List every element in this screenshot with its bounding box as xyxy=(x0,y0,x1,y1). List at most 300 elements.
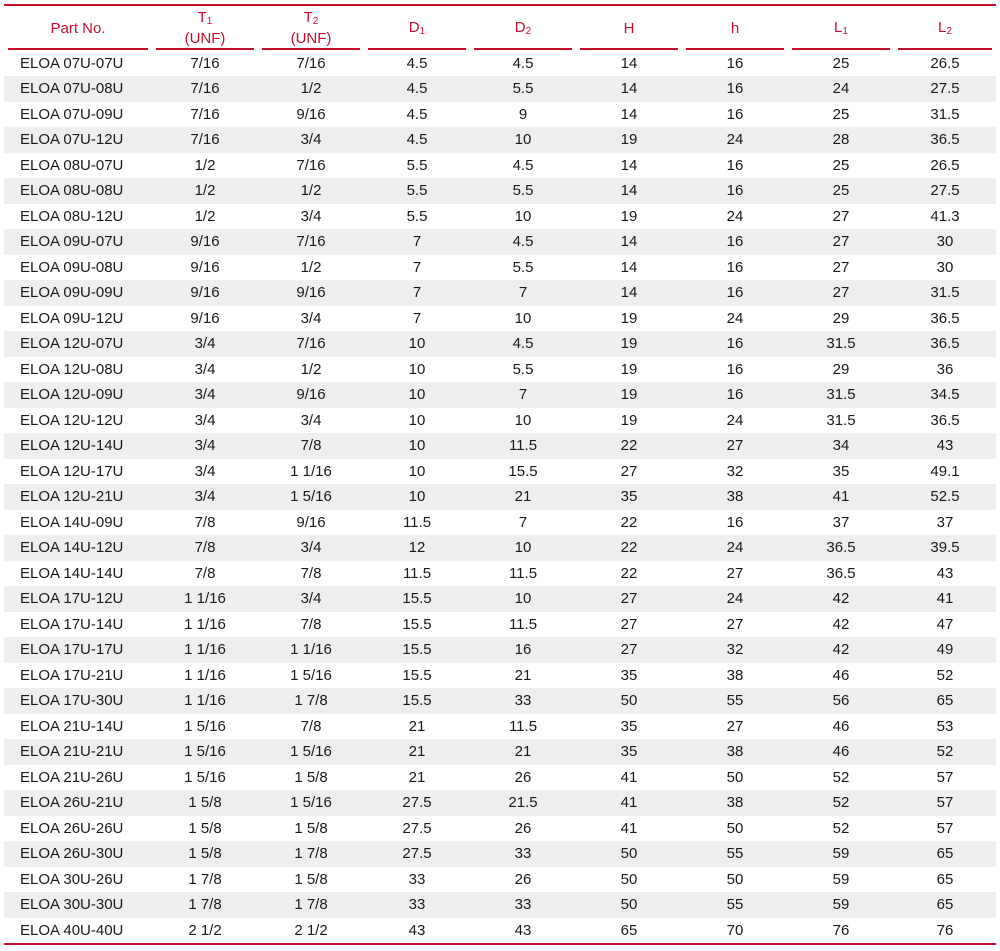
table-cell-t1: 3/4 xyxy=(194,462,216,480)
column-header-subscript: 2 xyxy=(946,25,952,37)
table-cell-d2: 11.5 xyxy=(470,433,576,459)
table-cell-d2: 10 xyxy=(470,535,576,561)
part-number-cell: ELOA 09U-08U xyxy=(20,258,124,276)
table-cell-t2: 1 5/16 xyxy=(290,666,332,684)
table-cell-h-upper: 14 xyxy=(620,156,638,174)
column-header-l2 xyxy=(894,6,996,50)
table-cell-l1: 42 xyxy=(788,637,894,663)
table-cell-d1: 5.5 xyxy=(406,156,428,174)
table-cell-t1: 9/16 xyxy=(152,280,258,306)
table-cell-l2: 57 xyxy=(894,790,996,816)
table-cell-d2: 5.5 xyxy=(512,258,534,276)
table-cell-d1: 4.5 xyxy=(364,76,470,102)
column-header-unit: (UNF) xyxy=(290,30,332,47)
spec-table xyxy=(4,6,996,943)
table-cell-t2: 1/2 xyxy=(300,360,322,378)
table-cell-l1: 27 xyxy=(832,207,850,225)
column-header-label xyxy=(576,19,682,38)
table-row xyxy=(4,892,996,918)
table-cell-t2: 9/16 xyxy=(258,382,364,408)
table-cell-l2: 31.5 xyxy=(930,105,960,123)
part-number-cell: ELOA 17U-12U xyxy=(4,586,152,612)
table-cell-h-upper: 35 xyxy=(576,739,682,765)
table-row xyxy=(4,790,996,816)
table-row xyxy=(4,153,996,179)
part-number-cell: ELOA 07U-08U xyxy=(4,76,152,102)
table-cell-l1: 25 xyxy=(832,105,850,123)
table-cell-d2: 21 xyxy=(470,484,576,510)
part-number-cell: ELOA 12U-07U xyxy=(4,331,152,357)
table-cell-h-lower: 24 xyxy=(726,207,744,225)
table-cell-h-upper: 27 xyxy=(576,586,682,612)
column-header-underline xyxy=(792,48,890,50)
table-cell-d2: 11.5 xyxy=(508,717,538,735)
part-number-cell: ELOA 14U-14U xyxy=(20,564,124,582)
table-cell-t2: 7/8 xyxy=(300,717,322,735)
table-cell-d1: 10 xyxy=(364,433,470,459)
column-header-main: D xyxy=(408,18,420,36)
table-cell-t1: 1 5/16 xyxy=(184,717,226,735)
table-cell-h-lower: 16 xyxy=(682,331,788,357)
table-cell-l1: 36.5 xyxy=(788,535,894,561)
table-row xyxy=(4,765,996,791)
column-header-underline xyxy=(8,48,148,50)
column-header-label xyxy=(258,8,364,29)
table-row xyxy=(4,357,996,383)
table-body xyxy=(4,50,996,943)
table-cell-d2: 10 xyxy=(514,309,532,327)
table-cell-l1: 25 xyxy=(832,156,850,174)
table-cell-l2: 36.5 xyxy=(894,127,996,153)
table-row xyxy=(4,459,996,485)
part-number-cell: ELOA 08U-12U xyxy=(20,207,124,225)
column-header-underline xyxy=(368,48,466,50)
table-cell-t2: 7/16 xyxy=(258,229,364,255)
table-cell-d1: 15.5 xyxy=(402,666,432,684)
table-cell-l1: 42 xyxy=(832,615,850,633)
part-number-cell: ELOA 30U-26U xyxy=(20,870,124,888)
table-row xyxy=(4,178,996,204)
table-cell-t1: 9/16 xyxy=(190,309,220,327)
table-cell-t2: 1 1/16 xyxy=(290,462,332,480)
table-cell-l2: 27.5 xyxy=(894,178,996,204)
table-row xyxy=(4,280,996,306)
table-cell-h-upper: 35 xyxy=(620,717,638,735)
column-header-underline xyxy=(474,48,572,50)
table-cell-l2: 26.5 xyxy=(930,54,960,72)
table-cell-h-lower: 50 xyxy=(726,819,744,837)
table-cell-d2: 10 xyxy=(470,127,576,153)
table-cell-h-upper: 22 xyxy=(620,513,638,531)
table-cell-l1: 56 xyxy=(788,688,894,714)
table-row xyxy=(4,535,996,561)
table-cell-d1: 7 xyxy=(364,229,470,255)
column-header-subscript: 2 xyxy=(312,16,319,27)
table-cell-d1: 15.5 xyxy=(364,586,470,612)
table-cell-t2: 1 5/16 xyxy=(258,484,364,510)
table-row xyxy=(4,255,996,281)
column-header-part-no xyxy=(4,6,152,50)
table-cell-t2: 2 1/2 xyxy=(294,921,328,939)
table-cell-d2: 4.5 xyxy=(470,229,576,255)
table-row xyxy=(4,561,996,587)
table-cell-h-upper: 14 xyxy=(576,178,682,204)
table-cell-l1: 59 xyxy=(788,892,894,918)
table-cell-l2: 49.1 xyxy=(930,462,960,480)
table-cell-h-lower: 50 xyxy=(726,768,744,786)
table-row xyxy=(4,510,996,536)
table-cell-l2: 31.5 xyxy=(894,280,996,306)
part-number-cell: ELOA 17U-21U xyxy=(20,666,124,684)
part-number-cell: ELOA 07U-09U xyxy=(20,105,124,123)
table-cell-d2: 43 xyxy=(514,921,532,939)
table-cell-t1: 7/8 xyxy=(152,535,258,561)
table-cell-t2: 9/16 xyxy=(258,280,364,306)
part-number-cell: ELOA 21U-21U xyxy=(4,739,152,765)
part-number-cell: ELOA 26U-21U xyxy=(4,790,152,816)
column-header-label xyxy=(470,18,576,39)
part-number-cell: ELOA 17U-14U xyxy=(20,615,124,633)
table-cell-t1: 2 1/2 xyxy=(188,921,222,939)
table-cell-h-upper: 14 xyxy=(576,229,682,255)
column-header-underline xyxy=(156,48,254,50)
table-cell-h-upper: 22 xyxy=(576,433,682,459)
table-cell-h-upper: 41 xyxy=(620,768,638,786)
table-cell-d2: 21 xyxy=(470,739,576,765)
table-cell-t2: 7/8 xyxy=(258,433,364,459)
table-cell-h-upper: 19 xyxy=(620,360,638,378)
table-bottom-rule xyxy=(4,943,996,945)
table-cell-l2: 65 xyxy=(936,870,954,888)
table-cell-d2: 7 xyxy=(470,280,576,306)
table-cell-d1: 10 xyxy=(364,484,470,510)
table-cell-h-upper: 41 xyxy=(576,790,682,816)
table-cell-l1: 27 xyxy=(788,229,894,255)
column-header-label xyxy=(682,19,788,38)
column-header-subscript: 1 xyxy=(206,16,213,27)
table-cell-h-upper: 14 xyxy=(576,280,682,306)
table-cell-h-upper: 19 xyxy=(576,127,682,153)
table-cell-t1: 9/16 xyxy=(190,258,220,276)
table-cell-h-lower: 38 xyxy=(682,484,788,510)
table-cell-l2: 43 xyxy=(894,433,996,459)
table-cell-t1: 1/2 xyxy=(152,178,258,204)
table-cell-t1: 1 5/8 xyxy=(152,790,258,816)
table-cell-d1: 10 xyxy=(364,382,470,408)
table-cell-h-upper: 22 xyxy=(576,535,682,561)
table-cell-l1: 42 xyxy=(788,586,894,612)
table-cell-l1: 31.5 xyxy=(788,331,894,357)
table-cell-l1: 29 xyxy=(832,309,850,327)
column-header-h-lower xyxy=(682,6,788,50)
table-cell-h-lower: 16 xyxy=(682,382,788,408)
table-cell-d2: 7 xyxy=(470,382,576,408)
table-cell-d1: 10 xyxy=(408,360,426,378)
column-header-subscript: 1 xyxy=(842,25,848,37)
spec-table-container xyxy=(4,4,996,945)
column-header-label xyxy=(4,19,152,38)
table-cell-d2: 11.5 xyxy=(508,564,538,582)
table-cell-t1: 1 1/16 xyxy=(152,688,258,714)
table-cell-h-lower: 16 xyxy=(726,156,744,174)
table-cell-t2: 1/2 xyxy=(300,258,322,276)
table-row xyxy=(4,586,996,612)
table-row xyxy=(4,102,996,128)
table-cell-l1: 41 xyxy=(788,484,894,510)
table-cell-d2: 15.5 xyxy=(508,462,538,480)
part-number-cell: ELOA 14U-12U xyxy=(4,535,152,561)
table-cell-h-upper: 41 xyxy=(620,819,638,837)
table-cell-t2: 3/4 xyxy=(300,309,322,327)
table-cell-h-lower: 32 xyxy=(682,637,788,663)
table-cell-h-upper: 50 xyxy=(576,841,682,867)
table-cell-l1: 46 xyxy=(832,717,850,735)
table-cell-d1: 10 xyxy=(364,331,470,357)
table-cell-d1: 4.5 xyxy=(406,54,428,72)
table-cell-t1: 1/2 xyxy=(194,156,216,174)
table-cell-t2: 1 5/8 xyxy=(294,768,328,786)
table-cell-h-upper: 14 xyxy=(620,54,638,72)
table-row xyxy=(4,663,996,689)
table-cell-d1: 10 xyxy=(408,462,426,480)
table-cell-d1: 7 xyxy=(412,258,422,276)
column-header-main: T xyxy=(303,9,313,26)
table-cell-h-upper: 65 xyxy=(620,921,638,939)
table-cell-l1: 59 xyxy=(788,841,894,867)
table-cell-l1: 24 xyxy=(788,76,894,102)
table-cell-l2: 41 xyxy=(894,586,996,612)
table-cell-l1: 25 xyxy=(788,178,894,204)
table-cell-d1: 15.5 xyxy=(364,637,470,663)
table-cell-d2: 26 xyxy=(514,819,532,837)
table-cell-l2: 36.5 xyxy=(894,331,996,357)
table-cell-l2: 36.5 xyxy=(930,411,960,429)
table-cell-t1: 7/16 xyxy=(152,76,258,102)
table-cell-h-upper: 50 xyxy=(576,688,682,714)
table-cell-h-upper: 27 xyxy=(620,615,638,633)
part-number-cell: ELOA 12U-21U xyxy=(4,484,152,510)
column-header-d1 xyxy=(364,6,470,50)
table-cell-t1: 1 1/16 xyxy=(184,615,226,633)
table-cell-d1: 33 xyxy=(408,870,426,888)
column-header-main: T xyxy=(197,9,207,26)
table-cell-l2: 57 xyxy=(936,768,954,786)
part-number-cell: ELOA 12U-09U xyxy=(4,382,152,408)
table-row xyxy=(4,76,996,102)
table-cell-h-lower: 55 xyxy=(682,841,788,867)
table-cell-l2: 53 xyxy=(936,717,954,735)
column-header-underline xyxy=(262,48,360,50)
column-header-main: L xyxy=(938,18,947,36)
table-cell-h-lower: 24 xyxy=(726,411,744,429)
column-header-subscript: 1 xyxy=(419,25,426,37)
table-cell-t1: 1 1/16 xyxy=(152,586,258,612)
table-row xyxy=(4,50,996,76)
table-cell-h-upper: 19 xyxy=(620,207,638,225)
table-row xyxy=(4,484,996,510)
table-cell-l2: 37 xyxy=(936,513,954,531)
table-cell-t1: 7/16 xyxy=(190,105,220,123)
column-header-unit: (UNF) xyxy=(184,30,226,47)
table-cell-t1: 3/4 xyxy=(152,433,258,459)
table-row xyxy=(4,306,996,332)
table-cell-t1: 1 7/8 xyxy=(152,892,258,918)
table-cell-t2: 7/16 xyxy=(296,156,326,174)
table-row xyxy=(4,612,996,638)
table-cell-l1: 35 xyxy=(832,462,850,480)
table-cell-h-lower: 32 xyxy=(726,462,744,480)
table-cell-l1: 76 xyxy=(832,921,850,939)
part-number-cell: ELOA 17U-30U xyxy=(4,688,152,714)
table-cell-t2: 3/4 xyxy=(258,127,364,153)
table-cell-t2: 7/16 xyxy=(258,331,364,357)
table-cell-h-lower: 70 xyxy=(726,921,744,939)
table-cell-l2: 39.5 xyxy=(894,535,996,561)
table-cell-l2: 47 xyxy=(936,615,954,633)
table-cell-l2: 52.5 xyxy=(894,484,996,510)
table-cell-h-lower: 16 xyxy=(682,280,788,306)
table-cell-t2: 1 5/8 xyxy=(294,819,328,837)
table-cell-t2: 3/4 xyxy=(300,411,322,429)
table-cell-h-upper: 22 xyxy=(620,564,638,582)
table-cell-d1: 27.5 xyxy=(402,819,432,837)
table-row xyxy=(4,204,996,230)
table-cell-d1: 21 xyxy=(408,768,426,786)
table-cell-h-upper: 19 xyxy=(576,382,682,408)
table-row xyxy=(4,229,996,255)
part-number-cell: ELOA 09U-07U xyxy=(4,229,152,255)
table-cell-t2: 7/8 xyxy=(300,615,322,633)
table-cell-d2: 26 xyxy=(514,870,532,888)
table-cell-h-upper: 14 xyxy=(620,258,638,276)
table-cell-d1: 4.5 xyxy=(364,127,470,153)
table-cell-d1: 11.5 xyxy=(402,513,432,531)
table-cell-l1: 52 xyxy=(832,768,850,786)
table-cell-t1: 1 7/8 xyxy=(188,870,222,888)
table-cell-h-lower: 27 xyxy=(726,717,744,735)
table-cell-l2: 57 xyxy=(936,819,954,837)
table-cell-d1: 10 xyxy=(408,411,426,429)
table-cell-h-upper: 19 xyxy=(576,331,682,357)
table-cell-h-upper: 27 xyxy=(576,637,682,663)
table-cell-d1: 21 xyxy=(364,739,470,765)
column-header-h-upper xyxy=(576,6,682,50)
table-cell-d2: 10 xyxy=(514,207,532,225)
table-cell-d2: 4.5 xyxy=(512,54,534,72)
table-cell-t1: 1 5/8 xyxy=(188,819,222,837)
table-cell-d2: 33 xyxy=(470,841,576,867)
table-cell-h-lower: 16 xyxy=(726,105,744,123)
part-number-cell: ELOA 12U-08U xyxy=(20,360,124,378)
table-cell-d2: 10 xyxy=(514,411,532,429)
column-header-label xyxy=(364,18,470,39)
table-cell-t1: 7/16 xyxy=(152,127,258,153)
table-cell-l1: 59 xyxy=(832,870,850,888)
table-cell-l2: 36.5 xyxy=(930,309,960,327)
table-cell-l2: 41.3 xyxy=(930,207,960,225)
table-cell-h-lower: 16 xyxy=(726,360,744,378)
table-cell-l1: 27 xyxy=(788,280,894,306)
table-cell-l1: 28 xyxy=(788,127,894,153)
column-header-label xyxy=(788,18,894,39)
table-cell-h-lower: 38 xyxy=(726,666,744,684)
table-cell-h-upper: 19 xyxy=(620,309,638,327)
table-cell-d1: 27.5 xyxy=(364,841,470,867)
table-cell-t1: 7/16 xyxy=(190,54,220,72)
column-header-d2 xyxy=(470,6,576,50)
table-cell-h-upper: 50 xyxy=(620,870,638,888)
table-cell-h-upper: 14 xyxy=(620,105,638,123)
table-row xyxy=(4,433,996,459)
part-number-cell: ELOA 40U-40U xyxy=(20,921,124,939)
column-header-label xyxy=(894,18,996,39)
table-cell-l2: 34.5 xyxy=(894,382,996,408)
table-cell-t2: 1 7/8 xyxy=(258,841,364,867)
table-cell-l1: 27 xyxy=(832,258,850,276)
table-cell-t1: 9/16 xyxy=(152,229,258,255)
table-cell-d2: 21 xyxy=(514,666,532,684)
part-number-cell: ELOA 09U-12U xyxy=(20,309,124,327)
table-cell-t1: 7/8 xyxy=(194,564,216,582)
part-number-cell: ELOA 07U-07U xyxy=(20,54,124,72)
table-cell-d1: 7 xyxy=(412,309,422,327)
table-cell-t2: 1 5/16 xyxy=(258,790,364,816)
column-header-main: h xyxy=(730,19,740,37)
table-cell-l1: 25 xyxy=(832,54,850,72)
table-cell-h-lower: 24 xyxy=(682,127,788,153)
column-header-l1 xyxy=(788,6,894,50)
table-row xyxy=(4,688,996,714)
table-cell-d1: 5.5 xyxy=(364,178,470,204)
table-cell-d1: 21 xyxy=(408,717,426,735)
table-cell-l1: 29 xyxy=(832,360,850,378)
table-cell-t2: 1/2 xyxy=(258,178,364,204)
table-cell-d2: 33 xyxy=(470,892,576,918)
part-number-cell: ELOA 08U-08U xyxy=(4,178,152,204)
table-cell-h-lower: 16 xyxy=(682,178,788,204)
part-number-cell: ELOA 30U-30U xyxy=(4,892,152,918)
table-cell-h-lower: 38 xyxy=(682,790,788,816)
table-row xyxy=(4,382,996,408)
table-cell-t1: 3/4 xyxy=(152,331,258,357)
table-row xyxy=(4,127,996,153)
table-cell-l1: 36.5 xyxy=(826,564,856,582)
part-number-cell: ELOA 14U-09U xyxy=(20,513,124,531)
table-cell-t1: 3/4 xyxy=(152,382,258,408)
table-cell-l2: 65 xyxy=(894,841,996,867)
table-row xyxy=(4,408,996,434)
table-cell-h-lower: 27 xyxy=(682,433,788,459)
table-cell-h-upper: 50 xyxy=(576,892,682,918)
table-cell-h-lower: 16 xyxy=(726,258,744,276)
table-cell-l1: 37 xyxy=(832,513,850,531)
table-cell-l2: 65 xyxy=(894,892,996,918)
table-cell-l1: 31.5 xyxy=(788,382,894,408)
table-cell-d2: 26 xyxy=(514,768,532,786)
part-number-cell: ELOA 12U-17U xyxy=(20,462,124,480)
table-cell-l2: 36 xyxy=(936,360,954,378)
table-cell-t2: 3/4 xyxy=(258,586,364,612)
table-cell-d1: 5.5 xyxy=(406,207,428,225)
table-cell-l2: 27.5 xyxy=(894,76,996,102)
table-cell-l2: 49 xyxy=(894,637,996,663)
table-cell-h-lower: 27 xyxy=(726,564,744,582)
table-cell-t1: 1 5/16 xyxy=(152,739,258,765)
column-header-main: H xyxy=(623,19,635,37)
table-cell-t2: 7/16 xyxy=(296,54,326,72)
table-cell-h-upper: 35 xyxy=(576,484,682,510)
table-cell-l1: 52 xyxy=(788,790,894,816)
